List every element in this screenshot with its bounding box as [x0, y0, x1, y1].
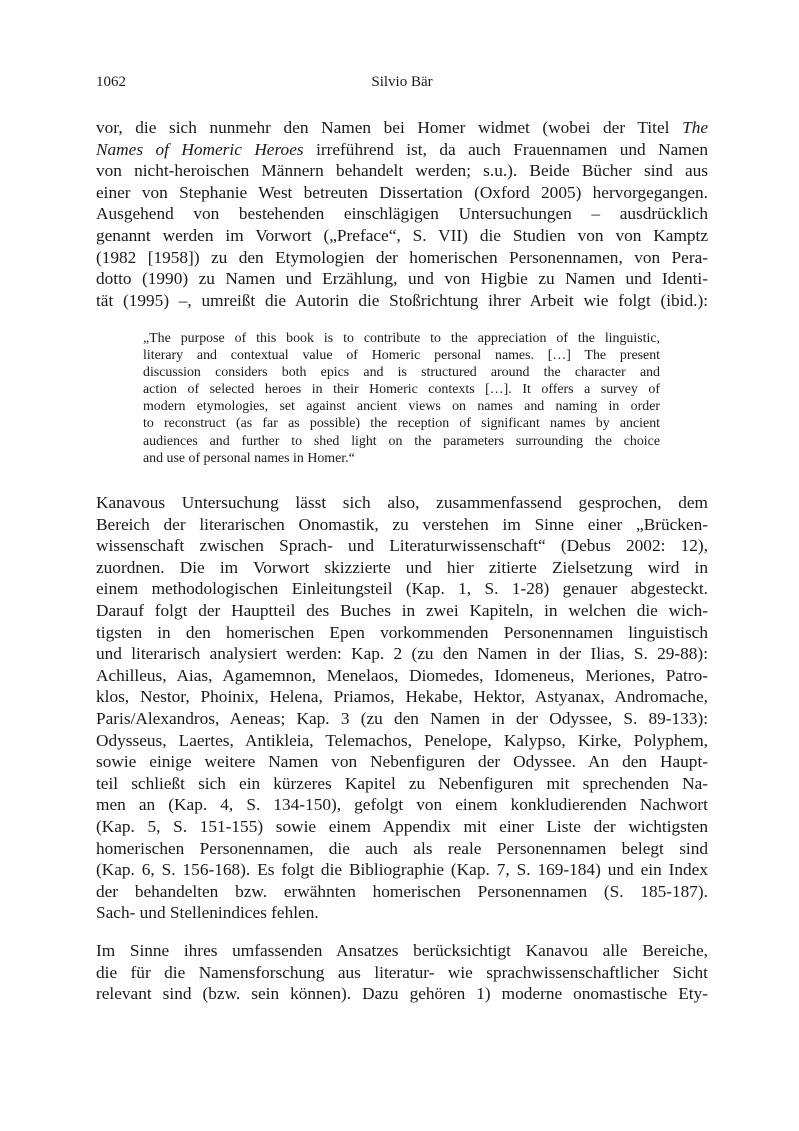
text-line: (1982 [1958]) zu den Etymologien der homerischen Personennamen, von Pera-	[96, 247, 708, 267]
text-line: Kanavous Untersuchung lässt sich also, zusammenfassend gesprochen, dem	[96, 493, 708, 512]
quote-line: „The purpose of this book is to contribute to the appreciation of the linguistic,	[143, 331, 660, 346]
quote-line: discussion considers both epics and is structured around the character and	[143, 365, 660, 381]
quote-line: action of selected heroes in their Homeric contexts […]. It offers a survey of	[143, 382, 660, 398]
quote-line: to reconstruct (as far as possible) the reception of significant names by ancient	[143, 416, 660, 432]
running-head-author: Silvio Bär	[371, 74, 433, 90]
text-line: einer von Stephanie West betreuten Dissertation (Oxford 2005) hervorgegangen.	[96, 182, 708, 202]
text-line: Paris/Alexandros, Aeneas; Kap. 3 (zu den Namen in der Odyssee, S. 89-133):	[96, 708, 708, 728]
quote-line: modern etymologies, set against ancient views on names and naming in order	[143, 399, 660, 415]
text-line: Bereich der literarischen Onomastik, zu verstehen im Sinne einer „Brücken-	[96, 514, 708, 534]
text-line: einem methodologischen Einleitungsteil (Kap. 1, S. 1-28) genauer abgesteckt.	[96, 579, 708, 599]
text-line: Odysseus, Laertes, Antikleia, Telemachos, Penelope, Kalypso, Kirke, Polyphem,	[96, 730, 708, 750]
text-line: und literarisch analysiert werden: Kap. 2 (zu den Namen in der Ilias, S. 29-88):	[96, 644, 708, 664]
paragraph-2	[96, 492, 708, 924]
text-line: Sach- und Stellenindices fehlen.	[96, 903, 319, 923]
text-line: wissenschaft zwischen Sprach- und Literaturwissenschaft“ (Debus 2002: 12),	[96, 536, 708, 556]
text-line: (Kap. 6, S. 156-168). Es folgt die Bibliographie (Kap. 7, S. 169-184) und ein Index	[96, 860, 708, 880]
text-line: Darauf folgt der Hauptteil des Buches in zwei Kapiteln, in welchen die wich-	[96, 600, 708, 620]
text-line: Ausgehend von bestehenden einschlägigen Untersuchungen – ausdrücklich	[96, 204, 708, 224]
paragraph-3	[96, 940, 708, 1005]
book-title-italic: Names of Homeric Heroes	[96, 139, 304, 159]
running-head	[96, 74, 708, 94]
text-line: Im Sinne ihres umfassenden Ansatzes berücksichtigt Kanavou alle Bereiche,	[96, 941, 708, 960]
text-line: vor, die sich nunmehr den Namen bei Homer widmet (wobei der Titel The	[96, 118, 708, 137]
text-line: Names of Homeric Heroes irreführend ist, da auch Frauennamen und Namen	[96, 139, 708, 159]
text-line: dotto (1990) zu Namen und Erzählung, und von Higbie zu Namen und Identi-	[96, 269, 708, 289]
text-line: klos, Nestor, Phoinix, Helena, Priamos, Hekabe, Hektor, Astyanax, Andromache,	[96, 687, 708, 707]
text-line: tät (1995) –, umreißt die Autorin die Stoßrichtung ihrer Arbeit wie folgt (ibid.):	[96, 290, 708, 310]
text-line: (Kap. 5, S. 151-155) sowie einem Appendix mit einer Liste der wichtigsten	[96, 816, 708, 836]
quote-line: and use of personal names in Homer.“	[143, 450, 355, 466]
block-quote	[143, 330, 660, 467]
text-line: teil schließt sich ein kürzeres Kapitel zu Nebenfiguren mit sprechenden Na-	[96, 773, 708, 793]
text-line: tigsten in den homerischen Epen vorkommenden Personennamen linguistisch	[96, 622, 708, 642]
paragraph-1	[96, 117, 708, 311]
text-line: homerischen Personennamen, die auch als reale Personennamen belegt sind	[96, 838, 708, 858]
page-number: 1062	[96, 74, 126, 90]
text-line: zuordnen. Die im Vorwort skizzierte und hier zitierte Zielsetzung wird in	[96, 557, 708, 577]
text-line: die für die Namensforschung aus literatur- wie sprachwissenschaftlicher Sicht	[96, 962, 708, 982]
book-title-italic: The	[682, 118, 708, 137]
text-line: der behandelten bzw. erwähnten homerischen Personennamen (S. 185-187).	[96, 881, 708, 901]
text-line: von nicht-heroischen Männern behandelt werden; s.u.). Beide Bücher sind aus	[96, 161, 708, 181]
text-line: sowie einige weitere Namen von Nebenfiguren der Odyssee. An den Haupt-	[96, 752, 708, 772]
text-line: relevant sind (bzw. sein können). Dazu gehören 1) moderne onomastische Ety-	[96, 984, 708, 1004]
quote-line: literary and contextual value of Homeric personal names. […] The present	[143, 348, 660, 364]
text-line: men an (Kap. 4, S. 134-150), gefolgt von einem konkludierenden Nachwort	[96, 795, 708, 815]
text-line: genannt werden im Vorwort („Preface“, S. VII) die Studien von von Kamptz	[96, 225, 708, 245]
quote-line: audiences and further to shed light on the parameters surrounding the choice	[143, 433, 660, 449]
text-line: Achilleus, Aias, Agamemnon, Menelaos, Diomedes, Idomeneus, Meriones, Patro-	[96, 665, 708, 685]
